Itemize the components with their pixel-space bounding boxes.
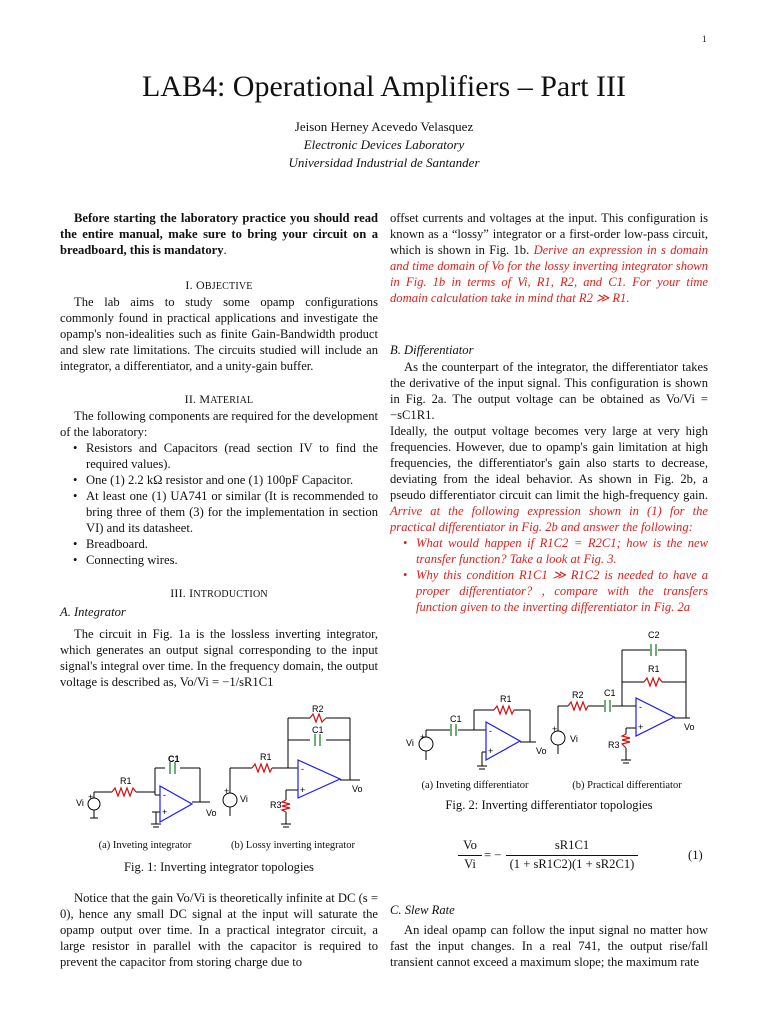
- label-vi: Vi: [240, 794, 248, 804]
- warning-end: .: [223, 243, 227, 257]
- label-minus: -: [301, 764, 304, 774]
- label-c1: C1: [168, 754, 180, 764]
- label-plus: +: [224, 786, 230, 796]
- label-r1: R1: [500, 694, 512, 704]
- fig2a-caption: (a) Inveting differentiator: [421, 780, 529, 791]
- label-plus: +: [88, 792, 94, 802]
- resistor-r1: [112, 788, 136, 796]
- equation-1: Vo Vi = − sR1C1 (1 + sR1C2)(1 + sR2C1) (1): [450, 838, 710, 878]
- label-r3: R3: [270, 800, 282, 810]
- integrator-body: The circuit in Fig. 1a is the lossless inverting integrator, which generates an output signal corresponding to the input signal's integral over time. In the frequency domain, the output voltage is described as, Vo/Vi = −1/sR1C1: [60, 627, 378, 689]
- list-item: • Breadboard.: [86, 536, 378, 552]
- fig1b-caption: (b) Lossy inverting integrator: [231, 840, 355, 851]
- figure-1-circuits: [60, 700, 378, 836]
- paper-title: LAB4: Operational Amplifiers – Part III: [141, 70, 627, 103]
- material-heading: II. MATERIAL: [184, 392, 254, 406]
- label-plus: +: [162, 807, 168, 817]
- figure-2-circuits: [390, 626, 708, 776]
- author-name: Jeison Herney Acevedo Velasquez: [294, 119, 474, 134]
- resistor-r3: [282, 800, 290, 812]
- warning-paragraph: [60, 210, 378, 258]
- label-c1: C1: [312, 725, 324, 735]
- label-c2: C2: [648, 630, 660, 640]
- label-r2: R2: [312, 704, 324, 714]
- fig2b-caption: (b) Practical differentiator: [572, 780, 682, 791]
- author-univ: Universidad Industrial de Santander: [288, 155, 480, 170]
- question-list: [390, 535, 708, 615]
- label-vo: Vo: [206, 808, 217, 818]
- list-item: • Connecting wires.: [86, 552, 378, 568]
- label-plus: +: [420, 732, 426, 742]
- label-plus: +: [638, 722, 644, 732]
- resistor-r1: [644, 678, 662, 686]
- fig2-caption: Fig. 2: Inverting differentiator topologies: [445, 798, 653, 812]
- label-c1: C1: [604, 688, 616, 698]
- material-intro: The following components are required for the development of the laboratory:: [60, 409, 378, 439]
- list-item: • Resistors and Capacitors (read section IV to find the required values).: [86, 440, 378, 472]
- label-r3: R3: [608, 740, 620, 750]
- arrive-instruction: Arrive at the following expression shown in (1) for the practical differentiator in Fig. 2b and answer the following:: [390, 504, 708, 534]
- label-r1: R1: [260, 752, 272, 762]
- integrator-body-3: offset currents and voltages at the input. This configuration is known as a “lossy” integrator or a first-order low-pass circuit, which is shown in Fig. 1b. Derive an expression in s domain and time domain of Vo for the lossy inverting integrator shown in Fig. 1b in terms of Vi, R1, R2, and C1. For your time domain calculation take in mind that R2 ≫ R1.: [390, 211, 708, 305]
- label-plus: +: [552, 724, 558, 734]
- material-list: [60, 440, 378, 568]
- label-vo: Vo: [684, 722, 695, 732]
- label-vi: Vi: [570, 734, 578, 744]
- list-item: • One (1) 2.2 kΩ resistor and one (1) 100pF Capacitor.: [86, 472, 378, 488]
- fig1-caption: Fig. 1: Inverting integrator topologies: [124, 860, 314, 874]
- differentiator-heading: B. Differentiator: [390, 343, 474, 357]
- capacitors: [451, 644, 656, 736]
- label-r2: R2: [572, 690, 584, 700]
- introduction-heading: III. INTRODUCTION: [170, 586, 268, 600]
- label-c1: C1: [450, 714, 462, 724]
- resistor-r2: [568, 702, 588, 710]
- label-vo: Vo: [352, 784, 363, 794]
- label-minus: -: [163, 790, 166, 800]
- integrator-body-2: Notice that the gain Vo/Vi is theoretically infinite at DC (s = 0), hence any small DC signal at the input will saturate the opamp output over time. In a practical integrator circuit, a large resistor in parallel with the capacitor is required to prevent the capacitor from storing charge due to: [60, 891, 378, 969]
- list-item: • What would happen if R1C2 = R2C1; how is the new transfer function? Take a look at Fig. 3.: [416, 535, 708, 567]
- differentiator-body: As the counterpart of the integrator, the differentiator takes the derivative of the input signal. This configuration is shown in Fig. 2a. The output voltage can be obtained as Vo/Vi = −sC1R1. Ideally, the output voltage becomes very large at very high frequencies. However, due to opamp's gain limitation at high frequencies, the differentiator's gain also starts to decrease, deviating from the ideal behavior. As shown in Fig. 2b, a pseudo differentiator circuit can limit the high-frequency gain. Arrive at the following expression shown in (1) for the practical differentiator in Fig. 2b and answer the following: • What would happen if R1C2 = R2C1; how is the new transfer function? Take a look at Fig. 3. • Why this condition R1C1 ≫ R1C2 is needed to have a proper differentiator? , compare with the transfers function given to the inverting differentiator in Fig. 2a: [390, 359, 708, 615]
- resistor-r1: [494, 706, 514, 714]
- author-dept: Electronic Devices Laboratory: [303, 137, 465, 152]
- slew-rate-heading: C. Slew Rate: [390, 903, 455, 917]
- resistor-r2: [310, 714, 326, 722]
- label-plus: +: [488, 746, 494, 756]
- label-plus: +: [300, 785, 306, 795]
- objective-body: The lab aims to study some opamp configurations commonly found in practical applications and investigate the opamp's non-idealities such as finite Gain-Bandwidth product and slew rate limitations. The circuits studied will include an integrator, a differentiator, and a unity-gain buffer.: [60, 295, 378, 373]
- slew-rate-body: An ideal opamp can follow the input signal no matter how fast the input changes. In a real 741, the output rise/fall transient cannot exceed a maximum slope; the maximum rate: [390, 923, 708, 969]
- label-r1: R1: [648, 664, 660, 674]
- page-number: 1: [702, 34, 707, 44]
- derive-instruction: Derive an expression in s domain and time domain of Vo for the lossy inverting integrator shown in Fig. 1b in terms of Vi, R1, R2, and C1. For your time domain calculation take in mind that R2 ≫ R1.: [390, 243, 708, 305]
- equation-number: (1): [688, 848, 703, 862]
- material-section: [60, 408, 378, 568]
- fig1a-caption: (a) Inveting integrator: [98, 840, 192, 851]
- resistor-r1: [252, 764, 272, 772]
- label-vo: Vo: [536, 746, 547, 756]
- author-block: [0, 118, 768, 172]
- label-minus: -: [489, 726, 492, 736]
- integrator-heading: A. Integrator: [60, 605, 126, 619]
- resistor-r3: [622, 734, 630, 748]
- label-vi: Vi: [76, 798, 84, 808]
- list-item: • At least one (1) UA741 or similar (It is recommended to bring three of them (3) for the implementation in section VI) and its datasheet.: [86, 488, 378, 536]
- objective-heading: I. OBJECTIVE: [185, 278, 253, 292]
- label-vi: Vi: [406, 738, 414, 748]
- warning-text: Before starting the laboratory practice you should read the entire manual, make sure to bring your circuit on a breadboard, this is mandatory: [60, 211, 378, 257]
- label-minus: -: [639, 702, 642, 712]
- list-item: • Why this condition R1C1 ≫ R1C2 is needed to have a proper differentiator? , compare with the transfers function given to the inverting differentiator in Fig. 2a: [416, 567, 708, 615]
- label-r1: R1: [120, 776, 132, 786]
